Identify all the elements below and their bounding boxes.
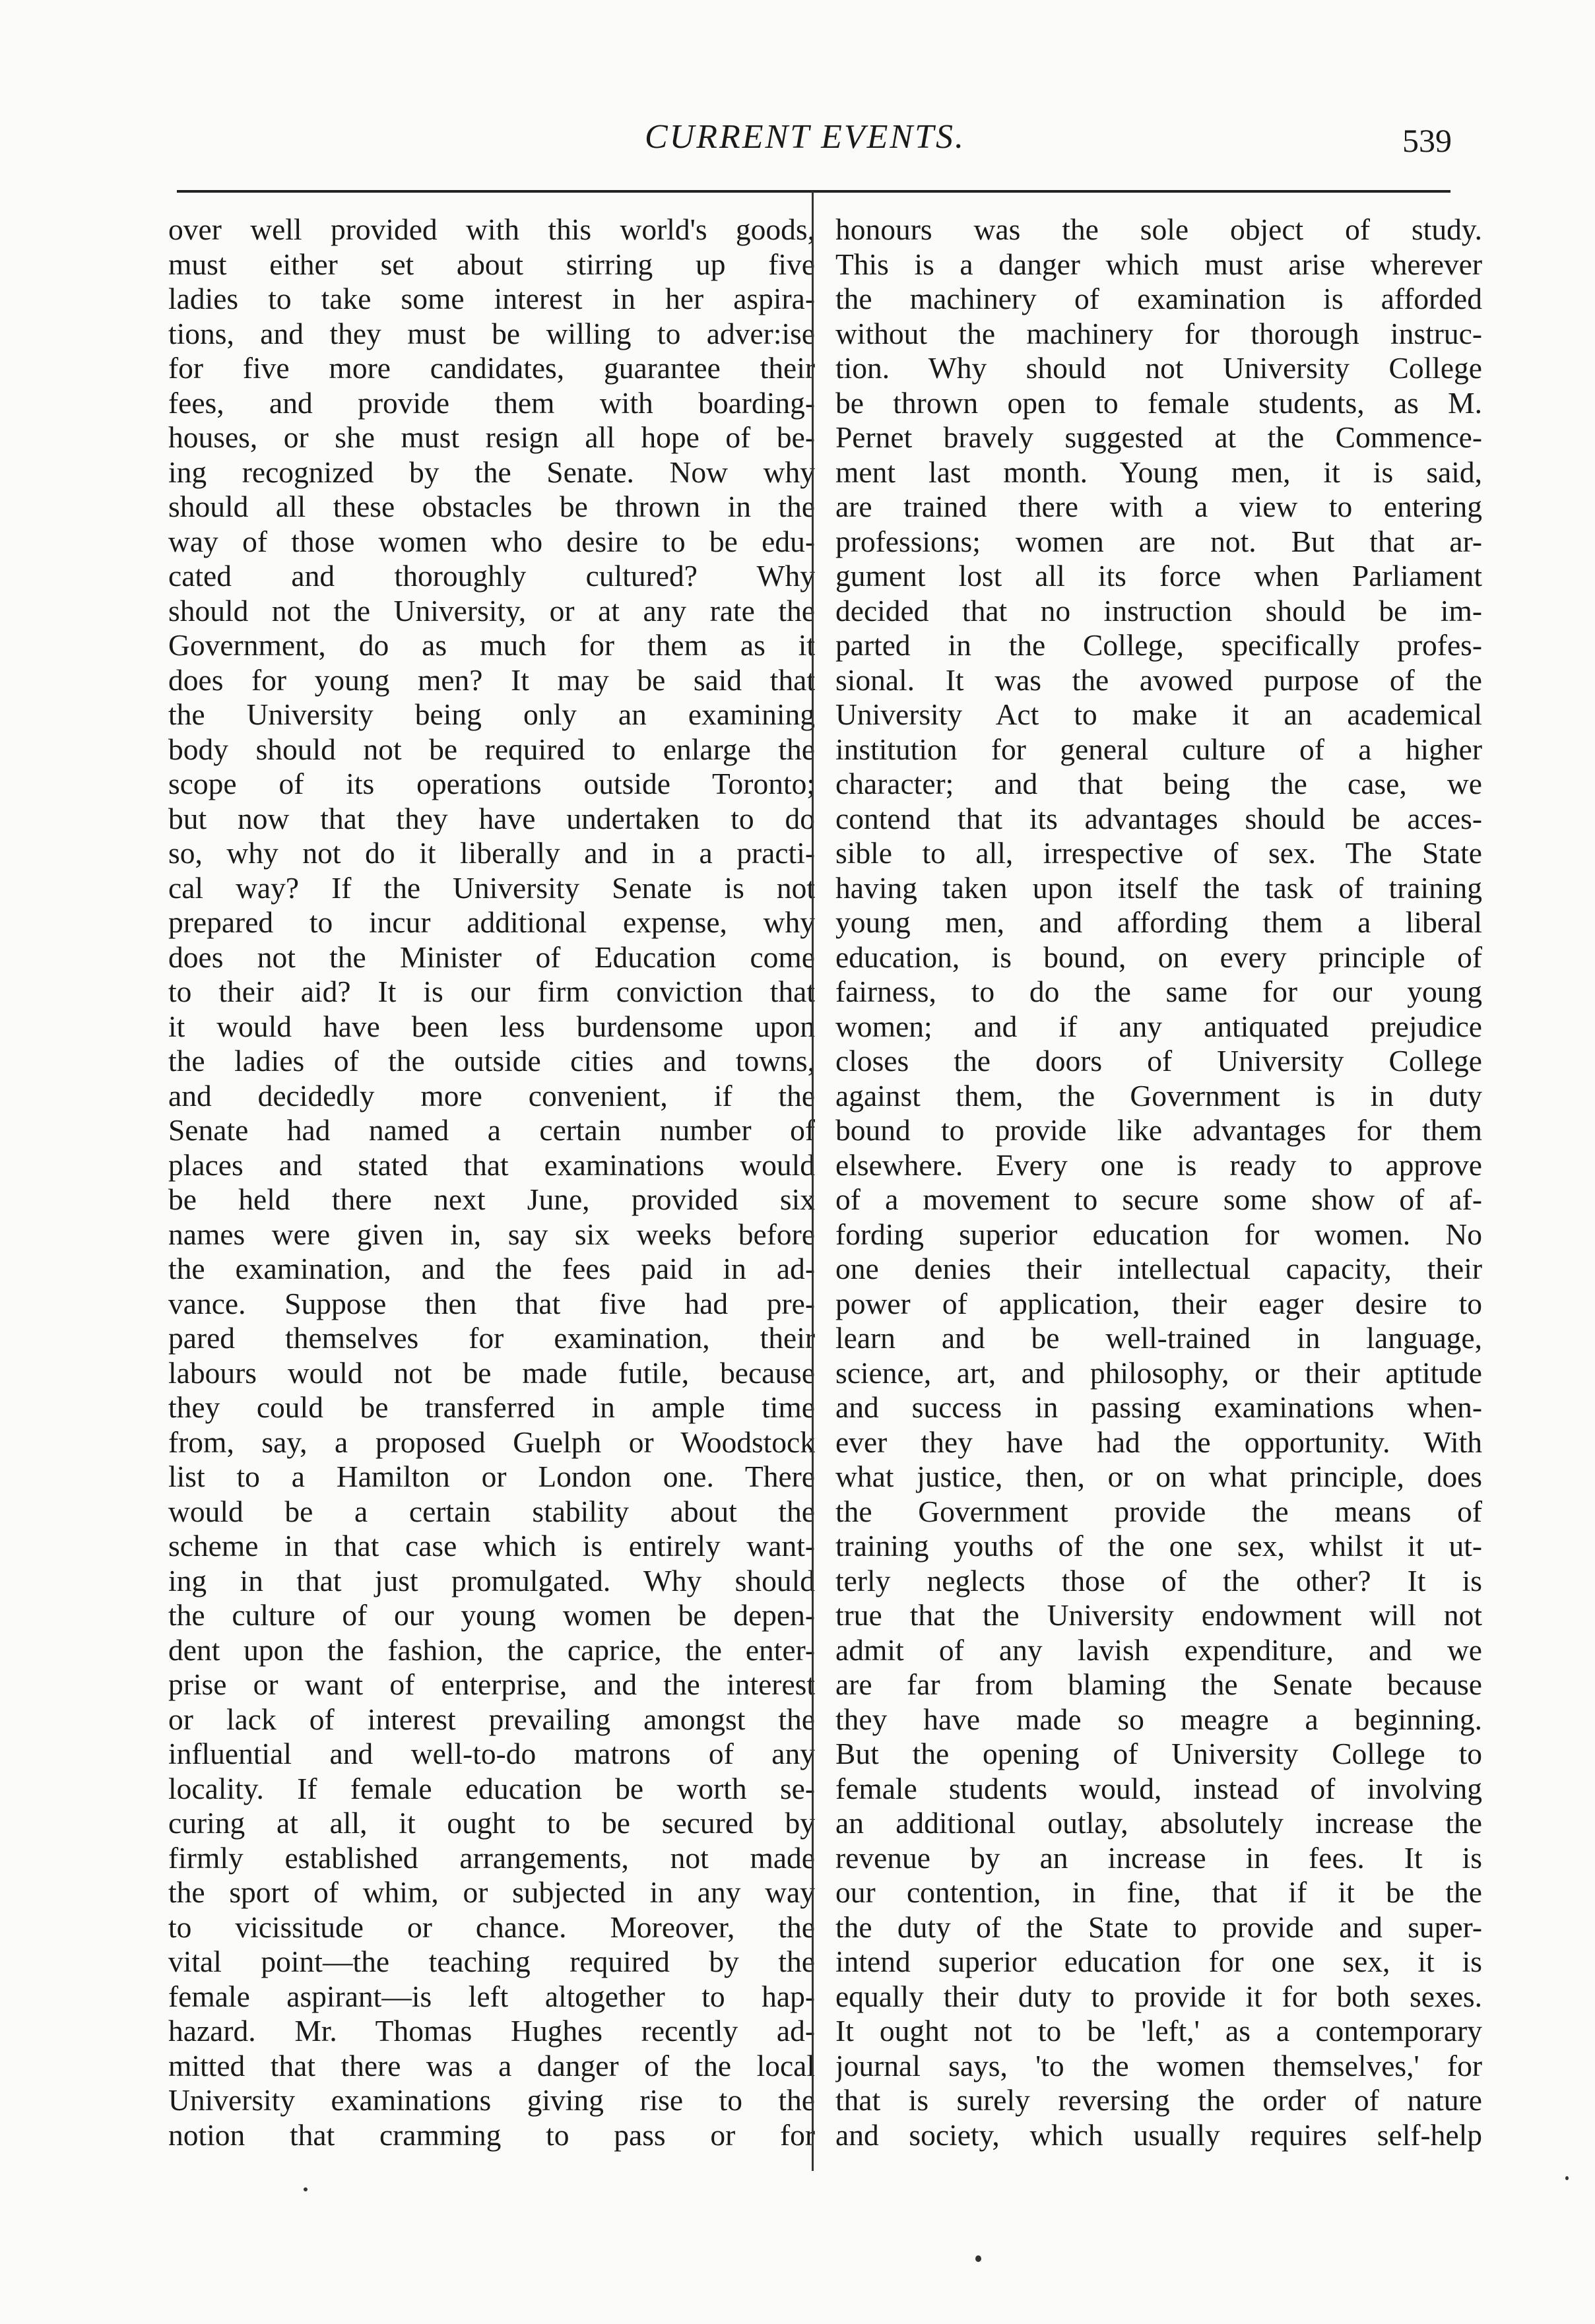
text-line: having taken upon itself the task of training	[835, 870, 1482, 905]
text-line: for five more candidates, guarantee their	[168, 351, 815, 385]
text-line: vital point—the teaching required by the	[168, 1945, 815, 1978]
text-line: or lack of interest prevailing amongst the	[168, 1702, 815, 1736]
text-line: training youths of the one sex, whilst it ut-	[835, 1529, 1482, 1563]
text-line: fairness, to do the same for our young	[835, 975, 1482, 1008]
text-line: vance. Suppose then that five had pre-	[168, 1286, 815, 1320]
text-line: but now that they have undertaken to do	[168, 801, 815, 835]
text-line: should all these obstacles be thrown in the	[168, 490, 815, 523]
text-line: elsewhere. Every one is ready to approve	[835, 1147, 1482, 1182]
text-line: places and stated that examinations would	[168, 1147, 815, 1182]
text-line: This is a danger which must arise wherever	[835, 247, 1482, 281]
text-line: body should not be required to enlarge the	[168, 732, 815, 766]
text-line: the culture of our young women be depen-	[168, 1598, 815, 1632]
text-line: female aspirant—is left altogether to hap-	[168, 1979, 815, 2013]
right-column	[835, 212, 1482, 2152]
text-line: education, is bound, on every principle of	[835, 940, 1482, 974]
text-line: they have made so meagre a beginning.	[835, 1702, 1482, 1736]
text-line: professions; women are not. But that ar-	[835, 524, 1482, 558]
print-speck	[975, 2255, 981, 2262]
text-line: fording superior education for women. No	[835, 1217, 1482, 1251]
text-line: sible to all, irrespective of sex. The State	[835, 836, 1482, 870]
text-line: female students would, instead of involving	[835, 1771, 1482, 1805]
text-line: true that the University endowment will not	[835, 1598, 1482, 1632]
text-line: It ought not to be 'left,' as a contemporary	[835, 2014, 1482, 2048]
text-line: notion that cramming to pass or for	[168, 2117, 815, 2152]
text-line: University examinations giving rise to the	[168, 2083, 815, 2117]
text-line: an additional outlay, absolutely increase the	[835, 1806, 1482, 1840]
text-line: that is surely reversing the order of nature	[835, 2083, 1482, 2117]
text-line: gument lost all its force when Parliament	[835, 559, 1482, 593]
text-line: parted in the College, specifically profes-	[835, 628, 1482, 662]
text-line: scheme in that case which is entirely want-	[168, 1529, 815, 1563]
running-title: CURRENT EVENTS.	[644, 118, 966, 156]
text-line: are trained there with a view to entering	[835, 490, 1482, 523]
text-line: ing recognized by the Senate. Now why	[168, 455, 815, 489]
text-line: way of those women who desire to be edu-	[168, 524, 815, 558]
text-line: honours was the sole object of study.	[835, 212, 1482, 246]
text-line: the Government provide the means of	[835, 1494, 1482, 1528]
text-line: what justice, then, or on what principle, does	[835, 1460, 1482, 1493]
text-line: power of application, their eager desire to	[835, 1286, 1482, 1320]
text-line: hazard. Mr. Thomas Hughes recently ad-	[168, 2014, 815, 2048]
text-line: terly neglects those of the other? It is	[835, 1563, 1482, 1598]
column-divider	[812, 191, 814, 2171]
text-line: prise or want of enterprise, and the interest	[168, 1667, 815, 1701]
text-line: ment last month. Young men, it is said,	[835, 455, 1482, 489]
text-line: Pernet bravely suggested at the Commence-	[835, 420, 1482, 454]
text-line: revenue by an increase in fees. It is	[835, 1840, 1482, 1875]
text-line: and society, which usually requires self-help	[835, 2117, 1482, 2152]
text-line: does for young men? It may be said that	[168, 662, 815, 697]
text-line: to their aid? It is our firm conviction that	[168, 975, 815, 1008]
left-column	[168, 212, 815, 2152]
text-line: locality. If female education be worth se-	[168, 1771, 815, 1805]
text-line: fees, and provide them with boarding-	[168, 385, 815, 420]
text-line: firmly established arrangements, not made	[168, 1840, 815, 1875]
text-line: influential and well-to-do matrons of any	[168, 1737, 815, 1770]
text-line: it would have been less burdensome upon	[168, 1009, 815, 1043]
text-line: the machinery of examination is afforded	[835, 282, 1482, 315]
text-line: prepared to incur additional expense, why	[168, 905, 815, 939]
text-line: Senate had named a certain number of	[168, 1113, 815, 1147]
running-head	[158, 117, 1452, 170]
text-line: be thrown open to female students, as M.	[835, 385, 1482, 420]
text-line: mitted that there was a danger of the local	[168, 2048, 815, 2082]
header-rule	[177, 190, 1450, 193]
text-line: But the opening of University College to	[835, 1737, 1482, 1770]
text-line: University Act to make it an academical	[835, 697, 1482, 731]
text-line: our contention, in fine, that if it be the	[835, 1875, 1482, 1909]
text-line: journal says, 'to the women themselves,' for	[835, 2048, 1482, 2082]
text-line: decided that no instruction should be im-	[835, 593, 1482, 628]
text-line: and success in passing examinations when-	[835, 1390, 1482, 1424]
text-line: one denies their intellectual capacity, their	[835, 1252, 1482, 1285]
text-line: labours would not be made futile, because	[168, 1355, 815, 1390]
text-line: ever they have had the opportunity. With	[835, 1425, 1482, 1459]
text-line: would be a certain stability about the	[168, 1494, 815, 1528]
print-speck	[1565, 2176, 1569, 2180]
text-line: young men, and affording them a liberal	[835, 905, 1482, 939]
text-line: intend superior education for one sex, it is	[835, 1945, 1482, 1978]
text-line: the examination, and the fees paid in ad-	[168, 1252, 815, 1285]
text-line: bound to provide like advantages for them	[835, 1113, 1482, 1147]
text-line: pared themselves for examination, their	[168, 1321, 815, 1355]
text-line: be held there next June, provided six	[168, 1182, 815, 1216]
text-line: of a movement to secure some show of af-	[835, 1182, 1482, 1216]
text-line: so, why not do it liberally and in a practi-	[168, 836, 815, 870]
text-line: over well provided with this world's goods,	[168, 212, 815, 246]
text-line: without the machinery for thorough instruc-	[835, 316, 1482, 350]
text-line: the ladies of the outside cities and towns,	[168, 1044, 815, 1078]
text-line: and decidedly more convenient, if the	[168, 1078, 815, 1113]
text-line: they could be transferred in ample time	[168, 1390, 815, 1424]
page-number: 539	[1402, 122, 1452, 159]
text-line: houses, or she must resign all hope of be-	[168, 420, 815, 454]
text-line: the duty of the State to provide and super-	[835, 1910, 1482, 1944]
text-line: tion. Why should not University College	[835, 351, 1482, 385]
text-line: science, art, and philosophy, or their aptitude	[835, 1355, 1482, 1390]
text-line: does not the Minister of Education come	[168, 940, 815, 974]
text-line: the University being only an examining	[168, 697, 815, 731]
text-line: must either set about stirring up five	[168, 247, 815, 281]
text-line: Government, do as much for them as it	[168, 628, 815, 662]
text-line: ladies to take some interest in her aspira-	[168, 282, 815, 315]
text-line: should not the University, or at any rate the	[168, 593, 815, 628]
text-line: list to a Hamilton or London one. There	[168, 1460, 815, 1493]
text-line: to vicissitude or chance. Moreover, the	[168, 1910, 815, 1944]
text-line: curing at all, it ought to be secured by	[168, 1806, 815, 1840]
text-line: sional. It was the avowed purpose of the	[835, 662, 1482, 697]
text-line: closes the doors of University College	[835, 1044, 1482, 1078]
text-line: ing in that just promulgated. Why should	[168, 1563, 815, 1598]
text-line: against them, the Government is in duty	[835, 1078, 1482, 1113]
text-line: institution for general culture of a higher	[835, 732, 1482, 766]
text-line: scope of its operations outside Toronto;	[168, 767, 815, 800]
text-line: women; and if any antiquated prejudice	[835, 1009, 1482, 1043]
text-line: admit of any lavish expenditure, and we	[835, 1632, 1482, 1667]
text-line: equally their duty to provide it for both sexes.	[835, 1979, 1482, 2013]
text-line: are far from blaming the Senate because	[835, 1667, 1482, 1701]
text-line: names were given in, say six weeks before	[168, 1217, 815, 1251]
text-line: from, say, a proposed Guelph or Woodstock	[168, 1425, 815, 1459]
text-line: cated and thoroughly cultured? Why	[168, 559, 815, 593]
text-line: the sport of whim, or subjected in any way	[168, 1875, 815, 1909]
text-line: tions, and they must be willing to adver:ise	[168, 316, 815, 350]
print-speck	[304, 2187, 308, 2191]
text-line: cal way? If the University Senate is not	[168, 870, 815, 905]
text-line: dent upon the fashion, the caprice, the enter-	[168, 1632, 815, 1667]
text-line: contend that its advantages should be acces-	[835, 801, 1482, 835]
text-line: learn and be well-trained in language,	[835, 1321, 1482, 1355]
text-line: character; and that being the case, we	[835, 767, 1482, 800]
